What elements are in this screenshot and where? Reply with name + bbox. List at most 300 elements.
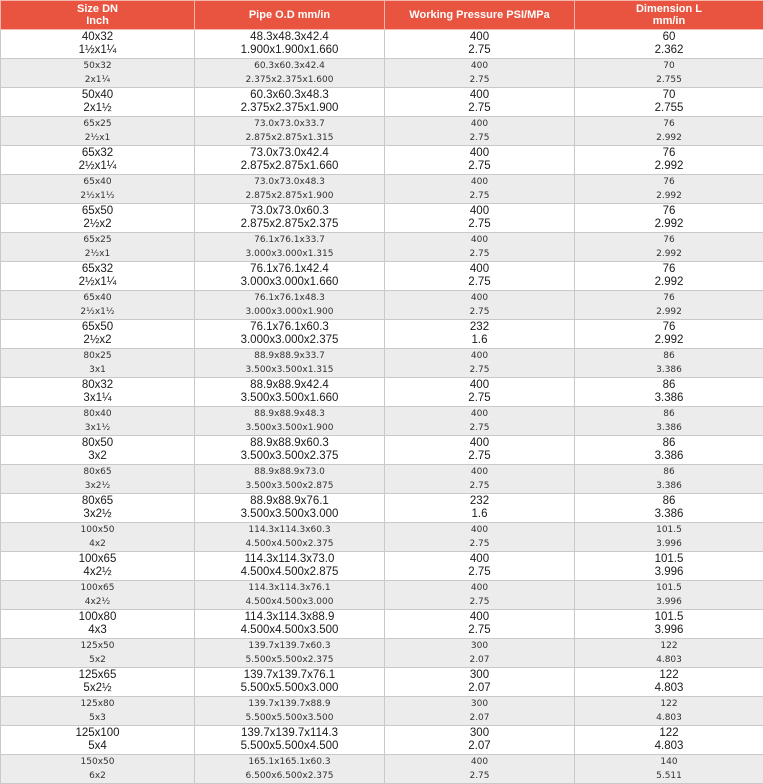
dimension-cell <box>575 175 763 204</box>
size-cell-metric: 80x25 <box>1 349 194 363</box>
dimension-cell-metric: 86 <box>575 379 763 392</box>
size-cell-metric: 65x40 <box>1 291 194 305</box>
working-pressure-cell-imperial: 2.75 <box>385 769 574 783</box>
pipe-od-cell <box>195 668 385 697</box>
working-pressure-cell <box>385 610 575 639</box>
pipe-od-cell-imperial: 3.500x3.500x1.660 <box>195 392 384 405</box>
dimension-cell <box>575 523 763 552</box>
dimension-cell <box>575 291 763 320</box>
working-pressure-cell-metric: 400 <box>385 205 574 218</box>
header-size <box>1 1 195 30</box>
working-pressure-cell <box>385 378 575 407</box>
size-cell-imperial: 2½x1 <box>1 131 194 145</box>
size-cell <box>1 755 195 784</box>
table-row <box>1 30 763 59</box>
size-cell-imperial: 4x2 <box>1 537 194 551</box>
working-pressure-cell-imperial: 2.07 <box>385 653 574 667</box>
size-cell <box>1 262 195 291</box>
working-pressure-cell-imperial: 2.75 <box>385 44 574 57</box>
size-cell <box>1 59 195 88</box>
working-pressure-cell-metric: 400 <box>385 611 574 624</box>
working-pressure-cell <box>385 146 575 175</box>
dimension-cell <box>575 494 763 523</box>
pipe-od-cell <box>195 726 385 755</box>
dimension-cell <box>575 697 763 726</box>
table-row <box>1 494 763 523</box>
working-pressure-cell-imperial: 2.75 <box>385 595 574 609</box>
size-cell-imperial: 4x3 <box>1 624 194 637</box>
size-cell-metric: 100x65 <box>1 581 194 595</box>
pipe-od-cell <box>195 320 385 349</box>
size-cell <box>1 88 195 117</box>
table-row <box>1 88 763 117</box>
size-cell-imperial: 5x2½ <box>1 682 194 695</box>
size-cell-imperial: 5x4 <box>1 740 194 753</box>
table-row <box>1 378 763 407</box>
size-cell-imperial: 2½x1½ <box>1 189 194 203</box>
working-pressure-cell-metric: 400 <box>385 437 574 450</box>
size-cell <box>1 349 195 378</box>
pipe-od-cell-metric: 88.9x88.9x48.3 <box>195 407 384 421</box>
pipe-od-cell-metric: 88.9x88.9x42.4 <box>195 379 384 392</box>
pipe-od-cell <box>195 639 385 668</box>
size-cell-metric: 50x40 <box>1 89 194 102</box>
dimension-cell <box>575 88 763 117</box>
pipe-od-cell-imperial: 4.500x4.500x3.000 <box>195 595 384 609</box>
size-cell-metric: 80x32 <box>1 379 194 392</box>
working-pressure-cell <box>385 668 575 697</box>
table-row <box>1 581 763 610</box>
size-cell-imperial: 5x3 <box>1 711 194 725</box>
working-pressure-cell <box>385 755 575 784</box>
working-pressure-cell <box>385 697 575 726</box>
working-pressure-cell-imperial: 2.75 <box>385 450 574 463</box>
size-cell <box>1 378 195 407</box>
pipe-od-cell-imperial: 2.875x2.875x1.900 <box>195 189 384 203</box>
pipe-od-cell-imperial: 5.500x5.500x4.500 <box>195 740 384 753</box>
working-pressure-cell-metric: 400 <box>385 553 574 566</box>
working-pressure-cell <box>385 639 575 668</box>
dimension-cell-metric: 101.5 <box>575 611 763 624</box>
size-cell-imperial: 2½x1½ <box>1 305 194 319</box>
dimension-cell-imperial: 3.386 <box>575 392 763 405</box>
dimension-cell-metric: 122 <box>575 639 763 653</box>
working-pressure-cell <box>385 726 575 755</box>
size-cell-imperial: 2½x2 <box>1 218 194 231</box>
pipe-od-cell <box>195 523 385 552</box>
pipe-od-cell <box>195 30 385 59</box>
dimension-cell-imperial: 2.992 <box>575 131 763 145</box>
size-cell-metric: 100x65 <box>1 553 194 566</box>
working-pressure-cell <box>385 175 575 204</box>
dimension-cell <box>575 465 763 494</box>
size-cell <box>1 639 195 668</box>
dimension-cell-metric: 101.5 <box>575 553 763 566</box>
pipe-od-cell <box>195 233 385 262</box>
pipe-od-cell-imperial: 3.500x3.500x1.315 <box>195 363 384 377</box>
dimension-cell-imperial: 4.803 <box>575 711 763 725</box>
dimension-cell <box>575 117 763 146</box>
pipe-od-cell <box>195 349 385 378</box>
header-dimension-line1: Dimension L <box>575 3 763 15</box>
dimension-cell-imperial: 3.386 <box>575 363 763 377</box>
table-row <box>1 639 763 668</box>
size-cell <box>1 494 195 523</box>
size-cell-imperial: 3x1½ <box>1 421 194 435</box>
pipe-od-cell-imperial: 2.375x2.375x1.900 <box>195 102 384 115</box>
dimension-cell-metric: 76 <box>575 233 763 247</box>
pipe-od-cell-metric: 76.1x76.1x33.7 <box>195 233 384 247</box>
working-pressure-cell-metric: 400 <box>385 407 574 421</box>
pipe-od-cell-metric: 48.3x48.3x42.4 <box>195 31 384 44</box>
dimension-cell <box>575 610 763 639</box>
pipe-od-cell-metric: 139.7x139.7x88.9 <box>195 697 384 711</box>
working-pressure-cell-imperial: 2.75 <box>385 537 574 551</box>
table-row <box>1 291 763 320</box>
working-pressure-cell-metric: 400 <box>385 291 574 305</box>
working-pressure-cell-imperial: 2.75 <box>385 247 574 261</box>
pipe-od-cell <box>195 204 385 233</box>
pipe-od-cell-metric: 88.9x88.9x60.3 <box>195 437 384 450</box>
pipe-od-cell-metric: 76.1x76.1x48.3 <box>195 291 384 305</box>
working-pressure-cell-imperial: 1.6 <box>385 334 574 347</box>
pipe-od-cell-metric: 73.0x73.0x42.4 <box>195 147 384 160</box>
size-cell <box>1 204 195 233</box>
dimension-cell <box>575 204 763 233</box>
pipe-od-cell-metric: 139.7x139.7x60.3 <box>195 639 384 653</box>
size-cell <box>1 175 195 204</box>
dimension-cell-imperial: 2.992 <box>575 218 763 231</box>
pipe-od-cell-metric: 73.0x73.0x33.7 <box>195 117 384 131</box>
size-cell <box>1 30 195 59</box>
dimension-cell-imperial: 2.992 <box>575 305 763 319</box>
size-cell <box>1 668 195 697</box>
size-cell-imperial: 6x2 <box>1 769 194 783</box>
dimension-cell-imperial: 2.755 <box>575 102 763 115</box>
table-row <box>1 465 763 494</box>
dimension-cell-metric: 122 <box>575 727 763 740</box>
dimension-cell-metric: 86 <box>575 495 763 508</box>
size-cell-imperial: 1½x1¼ <box>1 44 194 57</box>
dimension-cell-imperial: 3.386 <box>575 421 763 435</box>
pipe-od-cell <box>195 610 385 639</box>
size-cell-metric: 80x65 <box>1 465 194 479</box>
size-cell-metric: 65x25 <box>1 117 194 131</box>
size-cell <box>1 581 195 610</box>
working-pressure-cell <box>385 436 575 465</box>
working-pressure-cell-metric: 232 <box>385 495 574 508</box>
pipe-od-cell <box>195 581 385 610</box>
dimension-cell-metric: 140 <box>575 755 763 769</box>
pipe-od-cell <box>195 378 385 407</box>
pipe-od-cell <box>195 291 385 320</box>
working-pressure-cell-imperial: 2.75 <box>385 479 574 493</box>
dimension-cell-metric: 70 <box>575 59 763 73</box>
working-pressure-cell-imperial: 2.75 <box>385 566 574 579</box>
working-pressure-cell <box>385 291 575 320</box>
working-pressure-cell <box>385 494 575 523</box>
dimension-cell-imperial: 3.996 <box>575 537 763 551</box>
size-cell-metric: 125x80 <box>1 697 194 711</box>
working-pressure-cell-imperial: 2.75 <box>385 392 574 405</box>
dimension-cell-imperial: 2.992 <box>575 247 763 261</box>
header-row <box>1 1 763 30</box>
dimension-cell <box>575 30 763 59</box>
dimension-cell-metric: 76 <box>575 175 763 189</box>
working-pressure-cell <box>385 59 575 88</box>
size-cell-metric: 80x50 <box>1 437 194 450</box>
dimension-cell-imperial: 2.992 <box>575 189 763 203</box>
table-row <box>1 407 763 436</box>
pipe-od-cell-metric: 88.9x88.9x33.7 <box>195 349 384 363</box>
dimension-cell-imperial: 2.755 <box>575 73 763 87</box>
size-cell <box>1 697 195 726</box>
dimension-cell-metric: 122 <box>575 669 763 682</box>
table-row <box>1 697 763 726</box>
dimension-cell <box>575 378 763 407</box>
working-pressure-cell-metric: 400 <box>385 349 574 363</box>
working-pressure-cell-imperial: 2.07 <box>385 740 574 753</box>
size-cell-metric: 100x80 <box>1 611 194 624</box>
size-cell <box>1 436 195 465</box>
working-pressure-cell-metric: 400 <box>385 233 574 247</box>
pipe-od-cell-metric: 73.0x73.0x48.3 <box>195 175 384 189</box>
size-cell-imperial: 3x1 <box>1 363 194 377</box>
size-cell-imperial: 5x2 <box>1 653 194 667</box>
working-pressure-cell-metric: 300 <box>385 727 574 740</box>
pipe-od-cell-metric: 165.1x165.1x60.3 <box>195 755 384 769</box>
working-pressure-cell <box>385 233 575 262</box>
pipe-od-cell-metric: 114.3x114.3x60.3 <box>195 523 384 537</box>
dimension-cell-imperial: 4.803 <box>575 653 763 667</box>
pipe-od-cell-imperial: 3.500x3.500x2.875 <box>195 479 384 493</box>
size-cell-imperial: 2½x1¼ <box>1 160 194 173</box>
dimension-cell-metric: 86 <box>575 407 763 421</box>
working-pressure-cell-metric: 400 <box>385 581 574 595</box>
dimension-cell <box>575 668 763 697</box>
pipe-od-cell <box>195 552 385 581</box>
pipe-od-cell-imperial: 4.500x4.500x2.375 <box>195 537 384 551</box>
pipe-od-cell-imperial: 3.500x3.500x3.000 <box>195 508 384 521</box>
pipe-od-cell <box>195 175 385 204</box>
pipe-od-cell-metric: 114.3x114.3x73.0 <box>195 553 384 566</box>
size-cell-metric: 125x100 <box>1 727 194 740</box>
dimension-cell-imperial: 5.511 <box>575 769 763 783</box>
pipe-od-cell-metric: 88.9x88.9x73.0 <box>195 465 384 479</box>
working-pressure-cell-metric: 232 <box>385 321 574 334</box>
table-row <box>1 668 763 697</box>
pipe-od-cell <box>195 755 385 784</box>
dimension-cell-imperial: 4.803 <box>575 740 763 753</box>
size-cell-imperial: 2x1¼ <box>1 73 194 87</box>
dimension-cell <box>575 436 763 465</box>
working-pressure-cell <box>385 88 575 117</box>
working-pressure-cell <box>385 552 575 581</box>
dimension-cell <box>575 726 763 755</box>
table-row <box>1 552 763 581</box>
working-pressure-cell <box>385 320 575 349</box>
working-pressure-cell-imperial: 2.75 <box>385 624 574 637</box>
pipe-od-cell <box>195 465 385 494</box>
pipe-od-cell <box>195 117 385 146</box>
size-cell-metric: 65x32 <box>1 147 194 160</box>
working-pressure-cell-metric: 400 <box>385 523 574 537</box>
size-cell-metric: 65x32 <box>1 263 194 276</box>
pipe-od-cell-metric: 114.3x114.3x88.9 <box>195 611 384 624</box>
working-pressure-cell-metric: 300 <box>385 669 574 682</box>
working-pressure-cell-metric: 400 <box>385 89 574 102</box>
dimension-cell <box>575 552 763 581</box>
working-pressure-cell-imperial: 2.75 <box>385 102 574 115</box>
size-cell-imperial: 3x1¼ <box>1 392 194 405</box>
pipe-od-cell-imperial: 5.500x5.500x3.000 <box>195 682 384 695</box>
working-pressure-cell-imperial: 2.75 <box>385 189 574 203</box>
pipe-od-cell-imperial: 2.875x2.875x1.315 <box>195 131 384 145</box>
pipe-od-cell <box>195 59 385 88</box>
table-row <box>1 523 763 552</box>
pipe-od-cell-metric: 60.3x60.3x42.4 <box>195 59 384 73</box>
dimension-cell-imperial: 2.992 <box>575 276 763 289</box>
table-row <box>1 726 763 755</box>
table-row <box>1 146 763 175</box>
size-cell-imperial: 2½x1 <box>1 247 194 261</box>
dimension-cell-imperial: 4.803 <box>575 682 763 695</box>
table-row <box>1 320 763 349</box>
working-pressure-cell-metric: 300 <box>385 697 574 711</box>
header-working-pressure-label: Working Pressure PSI/MPa <box>385 9 574 21</box>
dimension-cell-imperial: 3.996 <box>575 624 763 637</box>
dimension-cell-metric: 122 <box>575 697 763 711</box>
size-cell-imperial: 2x1½ <box>1 102 194 115</box>
working-pressure-cell <box>385 581 575 610</box>
size-cell <box>1 523 195 552</box>
size-cell-metric: 40x32 <box>1 31 194 44</box>
pipe-od-cell-metric: 76.1x76.1x60.3 <box>195 321 384 334</box>
table-row <box>1 755 763 784</box>
dimension-cell-metric: 86 <box>575 437 763 450</box>
size-cell-metric: 125x65 <box>1 669 194 682</box>
dimension-cell-imperial: 2.362 <box>575 44 763 57</box>
dimension-cell <box>575 407 763 436</box>
working-pressure-cell-imperial: 2.75 <box>385 305 574 319</box>
dimension-cell-metric: 60 <box>575 31 763 44</box>
header-size-line1: Size DN <box>1 3 194 15</box>
size-cell-metric: 50x32 <box>1 59 194 73</box>
working-pressure-cell-metric: 300 <box>385 639 574 653</box>
dimension-cell-imperial: 2.992 <box>575 160 763 173</box>
working-pressure-cell-imperial: 2.07 <box>385 711 574 725</box>
dimension-cell <box>575 320 763 349</box>
table-row <box>1 610 763 639</box>
pipe-od-cell-imperial: 3.500x3.500x1.900 <box>195 421 384 435</box>
pipe-od-cell <box>195 494 385 523</box>
working-pressure-cell <box>385 523 575 552</box>
working-pressure-cell <box>385 465 575 494</box>
header-pipe-od <box>195 1 385 30</box>
working-pressure-cell-imperial: 2.75 <box>385 218 574 231</box>
dimension-cell-metric: 101.5 <box>575 581 763 595</box>
size-cell-metric: 150x50 <box>1 755 194 769</box>
working-pressure-cell-imperial: 2.07 <box>385 682 574 695</box>
size-cell-imperial: 4x2½ <box>1 595 194 609</box>
size-cell-metric: 80x40 <box>1 407 194 421</box>
pipe-od-cell-imperial: 5.500x5.500x3.500 <box>195 711 384 725</box>
working-pressure-cell <box>385 349 575 378</box>
size-cell <box>1 117 195 146</box>
dimension-cell <box>575 146 763 175</box>
pipe-od-cell <box>195 262 385 291</box>
dimension-cell-metric: 76 <box>575 117 763 131</box>
pipe-od-cell-metric: 139.7x139.7x76.1 <box>195 669 384 682</box>
size-cell <box>1 146 195 175</box>
pipe-od-cell <box>195 436 385 465</box>
dimension-cell-metric: 76 <box>575 147 763 160</box>
dimension-cell <box>575 262 763 291</box>
size-cell <box>1 320 195 349</box>
working-pressure-cell-metric: 400 <box>385 465 574 479</box>
table-row <box>1 59 763 88</box>
dimension-cell-metric: 76 <box>575 205 763 218</box>
dimension-cell-metric: 101.5 <box>575 523 763 537</box>
size-cell <box>1 407 195 436</box>
size-cell <box>1 552 195 581</box>
dimension-cell-imperial: 3.386 <box>575 450 763 463</box>
dimension-cell-metric: 86 <box>575 465 763 479</box>
dimension-cell-metric: 76 <box>575 263 763 276</box>
working-pressure-cell-imperial: 1.6 <box>385 508 574 521</box>
pipe-od-cell-imperial: 3.500x3.500x2.375 <box>195 450 384 463</box>
working-pressure-cell <box>385 204 575 233</box>
working-pressure-cell <box>385 30 575 59</box>
working-pressure-cell-imperial: 2.75 <box>385 160 574 173</box>
size-cell-metric: 100x50 <box>1 523 194 537</box>
dimension-cell-imperial: 2.992 <box>575 334 763 347</box>
dimension-cell <box>575 59 763 88</box>
pipe-od-cell-metric: 139.7x139.7x114.3 <box>195 727 384 740</box>
working-pressure-cell-imperial: 2.75 <box>385 421 574 435</box>
dimension-cell-imperial: 3.996 <box>575 595 763 609</box>
working-pressure-cell-imperial: 2.75 <box>385 363 574 377</box>
table-row <box>1 204 763 233</box>
pipe-od-cell <box>195 407 385 436</box>
working-pressure-cell-imperial: 2.75 <box>385 73 574 87</box>
pipe-od-cell-imperial: 3.000x3.000x2.375 <box>195 334 384 347</box>
working-pressure-cell <box>385 117 575 146</box>
size-cell-metric: 125x50 <box>1 639 194 653</box>
size-cell <box>1 465 195 494</box>
table-row <box>1 175 763 204</box>
pipe-od-cell <box>195 697 385 726</box>
pipe-od-cell-metric: 73.0x73.0x60.3 <box>195 205 384 218</box>
table-row <box>1 262 763 291</box>
working-pressure-cell-metric: 400 <box>385 755 574 769</box>
dimension-cell-imperial: 3.996 <box>575 566 763 579</box>
working-pressure-cell-metric: 400 <box>385 117 574 131</box>
working-pressure-cell-metric: 400 <box>385 263 574 276</box>
dimension-cell-metric: 70 <box>575 89 763 102</box>
header-size-line2: Inch <box>1 15 194 27</box>
pipe-od-cell-metric: 60.3x60.3x48.3 <box>195 89 384 102</box>
size-cell-metric: 65x50 <box>1 321 194 334</box>
header-working-pressure <box>385 1 575 30</box>
dimension-cell <box>575 755 763 784</box>
pipe-od-cell-imperial: 5.500x5.500x2.375 <box>195 653 384 667</box>
dimension-cell <box>575 233 763 262</box>
working-pressure-cell-imperial: 2.75 <box>385 131 574 145</box>
pipe-od-cell-metric: 114.3x114.3x76.1 <box>195 581 384 595</box>
header-dimension <box>575 1 763 30</box>
table-row <box>1 436 763 465</box>
